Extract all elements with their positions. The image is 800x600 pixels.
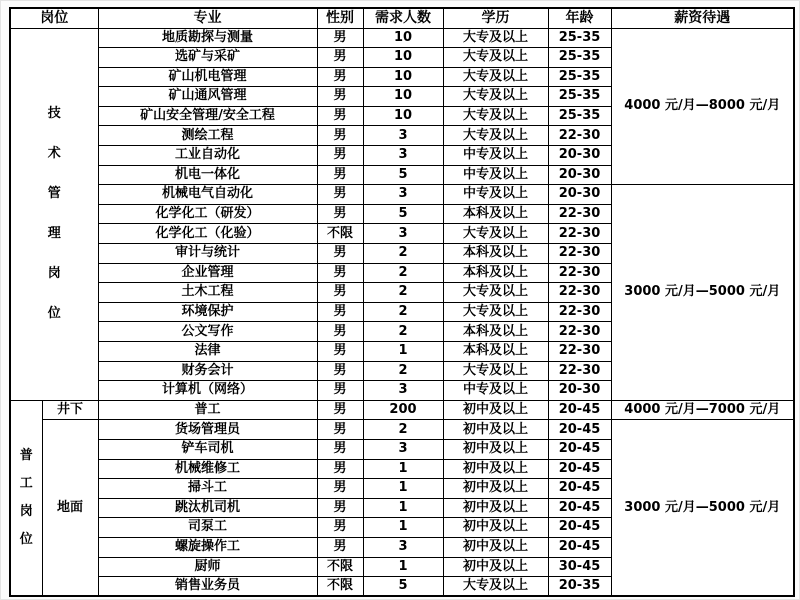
cell-education: 本科及以上 — [443, 342, 548, 362]
cell-age: 22-30 — [548, 361, 611, 381]
cell-education: 大专及以上 — [443, 48, 548, 68]
cell-major: 销售业务员 — [98, 577, 317, 597]
cell-age: 22-30 — [548, 204, 611, 224]
cell-major: 土木工程 — [98, 283, 317, 303]
cell-education: 初中及以上 — [443, 459, 548, 479]
cell-major: 跳汰机司机 — [98, 498, 317, 518]
cell-gender: 男 — [317, 459, 363, 479]
table-row — [10, 400, 794, 420]
cell-count: 3 — [363, 185, 443, 205]
cell-gender: 男 — [317, 204, 363, 224]
cell-major: 掃斗工 — [98, 479, 317, 499]
cell-age: 30-45 — [548, 557, 611, 577]
cell-major: 法律 — [98, 342, 317, 362]
cell-count: 2 — [363, 420, 443, 440]
cell-count: 1 — [363, 342, 443, 362]
salary-cell-tech-high: 4000 元/月—8000 元/月 — [611, 28, 794, 185]
salary-cell-underground: 4000 元/月—7000 元/月 — [611, 400, 794, 420]
cell-count: 10 — [363, 67, 443, 87]
cell-major: 审计与统计 — [98, 244, 317, 264]
cell-age: 20-30 — [548, 185, 611, 205]
group-label-general-text: 普工岗位 — [19, 448, 33, 547]
cell-age: 20-45 — [548, 537, 611, 557]
cell-count: 3 — [363, 537, 443, 557]
cell-age: 22-30 — [548, 283, 611, 303]
cell-count: 5 — [363, 165, 443, 185]
cell-gender: 男 — [317, 283, 363, 303]
salary-cell-surface: 3000 元/月—5000 元/月 — [611, 420, 794, 596]
cell-age: 25-35 — [548, 28, 611, 48]
cell-major: 公文写作 — [98, 322, 317, 342]
cell-gender: 不限 — [317, 577, 363, 597]
cell-count: 3 — [363, 126, 443, 146]
cell-gender: 男 — [317, 479, 363, 499]
cell-age: 22-30 — [548, 342, 611, 362]
cell-count: 2 — [363, 302, 443, 322]
cell-count: 1 — [363, 518, 443, 538]
cell-age: 20-30 — [548, 146, 611, 166]
cell-gender: 男 — [317, 302, 363, 322]
cell-age: 20-45 — [548, 420, 611, 440]
group-label-general — [10, 400, 42, 596]
cell-education: 大专及以上 — [443, 87, 548, 107]
cell-count: 5 — [363, 204, 443, 224]
cell-major: 司泵工 — [98, 518, 317, 538]
cell-age: 22-30 — [548, 126, 611, 146]
cell-gender: 男 — [317, 185, 363, 205]
cell-age: 25-35 — [548, 48, 611, 68]
cell-count: 1 — [363, 498, 443, 518]
cell-education: 中专及以上 — [443, 165, 548, 185]
cell-age: 20-45 — [548, 498, 611, 518]
cell-count: 2 — [363, 361, 443, 381]
cell-age: 22-30 — [548, 302, 611, 322]
cell-education: 中专及以上 — [443, 185, 548, 205]
cell-major: 矿山通风管理 — [98, 87, 317, 107]
cell-gender: 男 — [317, 126, 363, 146]
cell-major: 化学化工（研发） — [98, 204, 317, 224]
group-label-tech — [10, 28, 98, 400]
cell-major: 矿山安全管理/安全工程 — [98, 106, 317, 126]
cell-gender: 男 — [317, 322, 363, 342]
cell-education: 大专及以上 — [443, 283, 548, 303]
cell-major: 货场管理员 — [98, 420, 317, 440]
table-row — [10, 185, 794, 205]
cell-major: 机电一体化 — [98, 165, 317, 185]
cell-education: 大专及以上 — [443, 224, 548, 244]
cell-gender: 男 — [317, 420, 363, 440]
cell-age: 20-45 — [548, 400, 611, 420]
cell-education: 初中及以上 — [443, 557, 548, 577]
cell-count: 10 — [363, 48, 443, 68]
cell-age: 25-35 — [548, 87, 611, 107]
table-row — [10, 28, 794, 48]
col-header-education: 学历 — [443, 8, 548, 28]
cell-major: 化学化工（化验） — [98, 224, 317, 244]
cell-age: 20-45 — [548, 518, 611, 538]
cell-age: 20-30 — [548, 165, 611, 185]
cell-education: 大专及以上 — [443, 28, 548, 48]
cell-gender: 男 — [317, 48, 363, 68]
cell-major: 计算机（网络） — [98, 381, 317, 401]
cell-age: 20-45 — [548, 459, 611, 479]
header-row — [10, 8, 794, 28]
cell-age: 22-30 — [548, 224, 611, 244]
cell-count: 3 — [363, 146, 443, 166]
cell-gender: 男 — [317, 342, 363, 362]
cell-education: 本科及以上 — [443, 263, 548, 283]
cell-count: 2 — [363, 322, 443, 342]
table-row — [10, 420, 794, 440]
cell-gender: 男 — [317, 28, 363, 48]
col-header-major: 专业 — [98, 8, 317, 28]
cell-count: 1 — [363, 557, 443, 577]
group-label-tech-text: 技术管理岗位 — [47, 106, 61, 322]
cell-gender: 男 — [317, 498, 363, 518]
cell-gender: 男 — [317, 244, 363, 264]
cell-gender: 男 — [317, 361, 363, 381]
cell-education: 大专及以上 — [443, 67, 548, 87]
cell-education: 本科及以上 — [443, 204, 548, 224]
cell-gender: 男 — [317, 67, 363, 87]
cell-age: 20-45 — [548, 439, 611, 459]
col-header-count: 需求人数 — [363, 8, 443, 28]
cell-gender: 男 — [317, 439, 363, 459]
cell-age: 22-30 — [548, 244, 611, 264]
col-header-gender: 性别 — [317, 8, 363, 28]
cell-education: 中专及以上 — [443, 381, 548, 401]
cell-education: 初中及以上 — [443, 420, 548, 440]
cell-count: 10 — [363, 106, 443, 126]
cell-age: 25-35 — [548, 67, 611, 87]
cell-count: 2 — [363, 244, 443, 264]
cell-major: 机械电气自动化 — [98, 185, 317, 205]
cell-major: 厨师 — [98, 557, 317, 577]
subgroup-label-underground: 井下 — [42, 400, 98, 420]
cell-major: 环境保护 — [98, 302, 317, 322]
cell-gender: 男 — [317, 518, 363, 538]
cell-education: 本科及以上 — [443, 322, 548, 342]
cell-education: 初中及以上 — [443, 518, 548, 538]
cell-major: 选矿与采矿 — [98, 48, 317, 68]
cell-major: 工业自动化 — [98, 146, 317, 166]
cell-gender: 不限 — [317, 557, 363, 577]
cell-count: 5 — [363, 577, 443, 597]
cell-major: 企业管理 — [98, 263, 317, 283]
cell-gender: 男 — [317, 263, 363, 283]
cell-age: 20-30 — [548, 381, 611, 401]
cell-count: 10 — [363, 28, 443, 48]
cell-age: 22-30 — [548, 322, 611, 342]
cell-count: 2 — [363, 283, 443, 303]
cell-education: 本科及以上 — [443, 244, 548, 264]
cell-gender: 男 — [317, 381, 363, 401]
col-header-age: 年龄 — [548, 8, 611, 28]
salary-cell-tech-low: 3000 元/月—5000 元/月 — [611, 185, 794, 401]
recruitment-table — [9, 7, 795, 597]
cell-gender: 不限 — [317, 224, 363, 244]
cell-education: 初中及以上 — [443, 479, 548, 499]
subgroup-label-surface: 地面 — [42, 420, 98, 596]
cell-major: 地质勘探与测量 — [98, 28, 317, 48]
cell-education: 大专及以上 — [443, 126, 548, 146]
cell-age: 20-35 — [548, 577, 611, 597]
cell-major: 财务会计 — [98, 361, 317, 381]
cell-age: 20-45 — [548, 479, 611, 499]
cell-age: 25-35 — [548, 106, 611, 126]
cell-education: 初中及以上 — [443, 439, 548, 459]
col-header-position: 岗位 — [10, 8, 98, 28]
cell-count: 3 — [363, 439, 443, 459]
cell-count: 1 — [363, 459, 443, 479]
cell-major: 铲车司机 — [98, 439, 317, 459]
cell-education: 大专及以上 — [443, 302, 548, 322]
cell-gender: 男 — [317, 87, 363, 107]
cell-count: 2 — [363, 263, 443, 283]
cell-education: 中专及以上 — [443, 146, 548, 166]
cell-major: 螺旋操作工 — [98, 537, 317, 557]
cell-major: 机械维修工 — [98, 459, 317, 479]
cell-count: 3 — [363, 224, 443, 244]
cell-education: 大专及以上 — [443, 361, 548, 381]
cell-age: 22-30 — [548, 263, 611, 283]
cell-education: 大专及以上 — [443, 577, 548, 597]
col-header-salary: 薪资待遇 — [611, 8, 794, 28]
cell-education: 初中及以上 — [443, 537, 548, 557]
cell-major: 普工 — [98, 400, 317, 420]
cell-gender: 男 — [317, 400, 363, 420]
cell-gender: 男 — [317, 146, 363, 166]
cell-gender: 男 — [317, 165, 363, 185]
cell-major: 测绘工程 — [98, 126, 317, 146]
cell-education: 初中及以上 — [443, 400, 548, 420]
cell-gender: 男 — [317, 106, 363, 126]
cell-education: 初中及以上 — [443, 498, 548, 518]
cell-count: 10 — [363, 87, 443, 107]
cell-major: 矿山机电管理 — [98, 67, 317, 87]
cell-count: 1 — [363, 479, 443, 499]
cell-education: 大专及以上 — [443, 106, 548, 126]
cell-gender: 男 — [317, 537, 363, 557]
cell-count: 3 — [363, 381, 443, 401]
cell-count: 200 — [363, 400, 443, 420]
